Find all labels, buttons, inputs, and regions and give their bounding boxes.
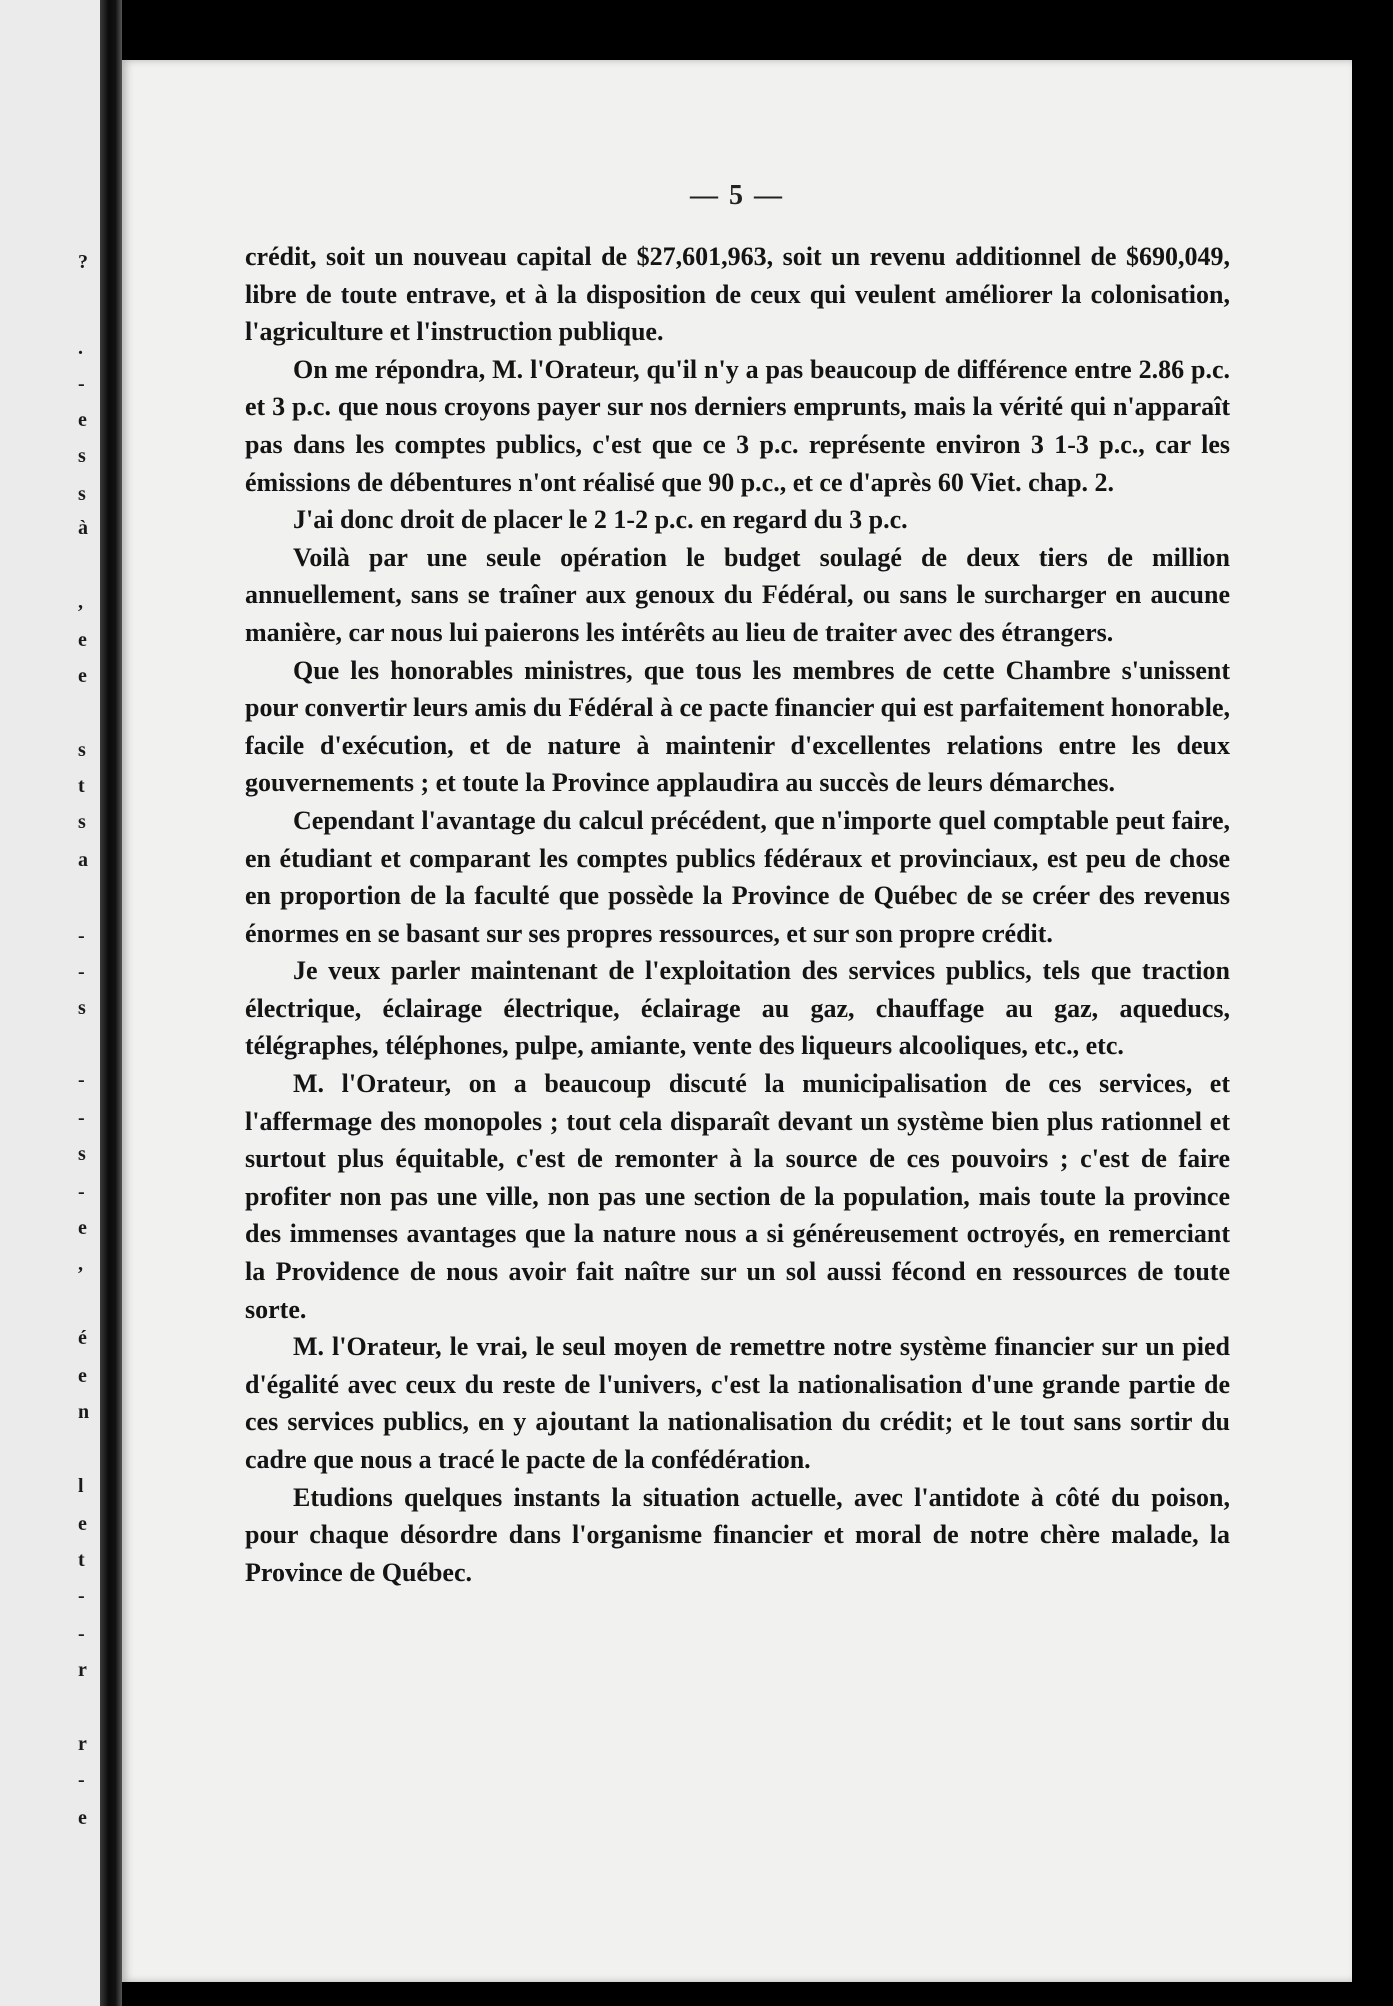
book-gutter [100, 0, 122, 2006]
prev-page-fragment: s [78, 483, 86, 505]
paragraph: M. l'Orateur, on a beaucoup discuté la municipalisation de ces services, et l'affermage des monopoles ; tout cela disparaît devant un système bien plus rationnel et surtout plus équitable, c'est de remonter à la source de ces pouvoirs ; c'est de faire profiter non pas une ville, non pas une section de la population, mais toute la province des immenses avantages que la nature nous a si généreusement octroyés, en remerciant la Providence de nous avoir fait naître sur un sol aussi fécond en ressources de toute sorte. [245, 1069, 1230, 1324]
prev-page-fragment: s [78, 997, 86, 1019]
prev-page-fragment: e [78, 665, 87, 687]
prev-page-fragment: à [78, 517, 88, 539]
prev-page-fragment: s [78, 811, 86, 833]
prev-page-fragment: e [78, 1513, 87, 1535]
prev-page-fragment: ? [78, 251, 88, 273]
paragraph: crédit, soit un nouveau capital de $27,601,963, soit un revenu additionnel de $690,049, libre de toute entrave, et à la disposition de ceux qui veulent améliorer la colonisation, l'agriculture et l'instruction publique. [245, 242, 1230, 347]
prev-page-fragment: e [78, 629, 87, 651]
prev-page-fragment: , [78, 591, 83, 613]
prev-page-fragment: l [78, 1475, 84, 1497]
prev-page-fragment: s [78, 1143, 86, 1165]
paragraph: Je veux parler maintenant de l'exploitation des services publics, tels que traction électrique, éclairage électrique, éclairage au gaz, chauffage au gaz, aqueducs, télégraphes, téléphones, pulpe, amiante, vente des liqueurs alcooliques, etc., etc. [245, 956, 1230, 1061]
scanned-page [122, 60, 1352, 1982]
paragraph: M. l'Orateur, le vrai, le seul moyen de remettre notre système financier sur un pied d'égalité avec ceux du reste de l'univers, c'est la nationalisation d'une grande partie de ces services publics, en y ajoutant la nationalisation du crédit; et le tout sans sortir du cadre que nous a tracé le pacte de la confédération. [245, 1332, 1230, 1474]
prev-page-fragment: e [78, 1217, 87, 1239]
prev-page-fragment: r [78, 1659, 87, 1681]
prev-page-fragment: - [78, 373, 85, 395]
prev-page-fragment: a [78, 849, 88, 871]
prev-page-fragment: , [78, 1253, 83, 1275]
prev-page-fragment: - [78, 1107, 85, 1129]
prev-page-fragment: r [78, 1733, 87, 1755]
paragraph: Que les honorables ministres, que tous les membres de cette Chambre s'unissent pour convertir leurs amis du Fédéral à ce pacte financier qui est parfaitement honorable, facile d'exécution, et de nature à maintenir d'excellentes relations entre les deux gouvernements ; et toute la Province applaudira au succès de leurs démarches. [245, 655, 1231, 798]
paragraph: Voilà par une seule opération le budget soulagé de deux tiers de million annuellement, sans se traîner aux genoux du Fédéral, ou sans le surcharger en aucune manière, car nous lui paierons les intérêts au lieu de traiter avec des étrangers. [245, 542, 1230, 647]
paragraph: Cependant l'avantage du calcul précédent, que n'importe quel comptable peut faire, en étudiant et comparant les comptes publics fédéraux et provinciaux, est peu de chose en proportion de la faculté que possède la Province de Québec de se créer des revenus énormes en se basant sur ses propres ressources, et sur son propre crédit. [245, 805, 1230, 948]
prev-page-fragment: - [78, 1181, 85, 1203]
prev-page-fragment: e [78, 1807, 87, 1829]
prev-page-fragment: . [78, 337, 83, 359]
prev-page-fragment: t [78, 1549, 85, 1571]
prev-page-fragment: - [78, 961, 85, 983]
page-number: — 5 — [690, 180, 784, 211]
prev-page-fragment: t [78, 775, 85, 797]
previous-page-edge [0, 0, 100, 2006]
prev-page-fragment: n [78, 1401, 90, 1423]
prev-page-fragment: - [78, 925, 85, 947]
paragraph: J'ai donc droit de placer le 2 1-2 p.c. en regard du 3 p.c. [293, 505, 908, 535]
prev-page-fragment: - [78, 1623, 85, 1645]
prev-page-fragment: - [78, 1585, 85, 1607]
prev-page-fragment: - [78, 1769, 85, 1791]
prev-page-fragment: s [78, 445, 86, 467]
body-text [245, 238, 1230, 1591]
prev-page-fragment: e [78, 1365, 87, 1387]
paragraph: Etudions quelques instants la situation actuelle, avec l'antidote à côté du poison, pour chaque désordre dans l'organisme financier et moral de notre chère malade, la Province de Québec. [245, 1482, 1230, 1587]
prev-page-fragment: - [78, 1069, 85, 1091]
prev-page-fragment: e [78, 409, 87, 431]
prev-page-fragment: s [78, 739, 86, 761]
paragraph: On me répondra, M. l'Orateur, qu'il n'y a pas beaucoup de différence entre 2.86 p.c. et 3 p.c. que nous croyons payer sur nos derniers emprunts, mais la vérité qui n'apparaît pas dans les comptes publics, c'est que ce 3 p.c. représente environ 3 1-3 p.c., car les émissions de débentures n'ont réalisé que 90 p.c., et ce d'après 60 Viet. chap. 2. [245, 354, 1230, 497]
prev-page-fragment: é [78, 1327, 87, 1349]
